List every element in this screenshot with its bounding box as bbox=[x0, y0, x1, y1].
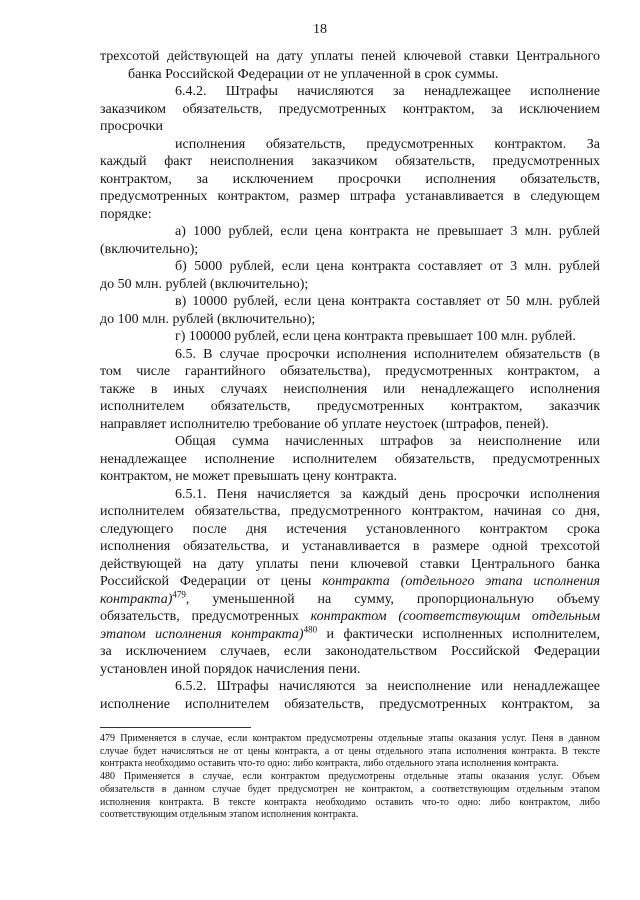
footnote-text: соответствующим отдельным этапом исполнения контракта. bbox=[100, 809, 359, 821]
text-run: Общая сумма начисленных штрафов за неисполнение или bbox=[175, 434, 600, 449]
text-run: 6.5.2. Штрафы начисляются за неисполнение или ненадлежащее bbox=[175, 679, 600, 694]
body-line bbox=[100, 311, 600, 329]
body-line bbox=[100, 661, 600, 679]
document-body bbox=[100, 48, 600, 713]
footnote-reference: 480 bbox=[303, 623, 318, 634]
body-line bbox=[100, 381, 600, 399]
italic-text-run: этапом исполнения контракта) bbox=[100, 626, 304, 642]
text-run: до 100 млн. рублей (включительно); bbox=[100, 311, 316, 327]
body-line bbox=[100, 83, 600, 101]
body-line bbox=[100, 468, 600, 486]
text-run: в) 10000 рублей, если цена контракта составляет от 50 млн. рублей bbox=[175, 294, 600, 309]
body-line bbox=[100, 556, 600, 574]
footnote-text: случае будет начисляться не от цены контракта, а от цены отдельного этапа исполнения контракта. В тексте bbox=[100, 745, 600, 757]
text-run: том числе гарантийного обязательства), предусмотренных контрактом, а bbox=[100, 364, 600, 379]
text-run: исполнителем обязательства, предусмотренного контрактом, начиная со дня, bbox=[100, 504, 600, 519]
text-run: установлен иной порядок начисления пени. bbox=[100, 661, 361, 677]
footnote bbox=[100, 771, 600, 822]
footnote-line bbox=[100, 771, 600, 784]
paragraph bbox=[100, 346, 600, 434]
body-line bbox=[100, 346, 600, 364]
text-run: Российской Федерации от цены bbox=[100, 574, 323, 589]
text-run: исполнителем обязательств, предусмотренных контрактом, заказчик bbox=[100, 399, 600, 414]
body-line bbox=[100, 696, 600, 714]
body-line bbox=[100, 398, 600, 416]
body-line bbox=[100, 486, 600, 504]
footnote-separator bbox=[100, 727, 251, 728]
text-run: заказчиком обязательств, предусмотренных контрактом, за исключением bbox=[100, 101, 600, 117]
italic-text-run: контракта) bbox=[100, 591, 173, 607]
paragraph bbox=[100, 258, 600, 293]
text-run: 6.5. В случае просрочки исполнения исполнителем обязательств (в bbox=[175, 346, 600, 362]
text-run: просрочки bbox=[100, 119, 164, 134]
paragraph bbox=[100, 223, 600, 258]
footnote-line bbox=[100, 784, 600, 797]
body-line bbox=[100, 48, 600, 66]
text-run: до 50 млн. рублей (включительно); bbox=[100, 276, 309, 292]
footnote-line bbox=[100, 797, 600, 810]
footnote-line bbox=[100, 809, 600, 822]
paragraph bbox=[100, 136, 600, 224]
text-run: , уменьшенной на сумму, пропорциональную объему bbox=[185, 591, 600, 607]
body-line bbox=[100, 643, 600, 661]
text-run: исполнения обязательств, предусмотренных контрактом. За bbox=[175, 136, 600, 152]
text-run: а) 1000 рублей, если цена контракта не превышает 3 млн. рублей bbox=[175, 224, 600, 239]
text-run: порядке: bbox=[100, 206, 152, 222]
text-run: и фактически исполненных исполнителем, bbox=[317, 626, 600, 642]
body-line bbox=[100, 538, 600, 556]
text-run: за исключением случаев, если законодательством Российской Федерации bbox=[100, 644, 600, 659]
body-line bbox=[100, 66, 600, 84]
paragraph bbox=[100, 83, 600, 136]
text-run: 6.4.2. Штрафы начисляются за ненадлежащее исполнение bbox=[175, 84, 600, 99]
body-line bbox=[100, 678, 600, 696]
footnote-number: 480 bbox=[100, 771, 115, 783]
body-line bbox=[100, 206, 600, 224]
body-line bbox=[100, 171, 600, 189]
text-run: контрактом, не может превышать цену контракта. bbox=[100, 469, 398, 484]
text-run: предусмотренных контрактом, размер штрафа устанавливается в следующем bbox=[100, 189, 600, 204]
body-line bbox=[100, 153, 600, 171]
body-line bbox=[100, 118, 600, 136]
body-line bbox=[100, 258, 600, 276]
paragraph bbox=[100, 433, 600, 486]
text-run: трехсотой действующей на дату уплаты пеней ключевой ставки Центрального bbox=[100, 49, 600, 64]
body-line bbox=[100, 521, 600, 539]
text-run: каждый факт неисполнения заказчиком обязательств, предусмотренных bbox=[100, 154, 600, 169]
footnote bbox=[100, 733, 600, 771]
text-run: также в иных случаях неисполнения или ненадлежащего исполнения bbox=[100, 381, 600, 397]
text-run: исполнение исполнителем обязательств, предусмотренных контрактом, за bbox=[100, 696, 600, 712]
body-line bbox=[100, 276, 600, 294]
footnote-text: контракта необходимо оставить что-то одно: либо контракта, либо отдельного этапа исполнения контракта. bbox=[100, 758, 559, 770]
body-line bbox=[100, 608, 600, 626]
text-run: (включительно); bbox=[100, 241, 199, 257]
body-line bbox=[100, 503, 600, 521]
body-line bbox=[100, 363, 600, 381]
body-line bbox=[100, 433, 600, 451]
footnote-number: 479 bbox=[100, 733, 115, 744]
paragraph bbox=[100, 328, 600, 346]
footnote-reference: 479 bbox=[172, 588, 186, 599]
text-run: банка Российской Федерации от не уплаченной в срок суммы. bbox=[128, 66, 499, 82]
paragraph bbox=[100, 678, 600, 713]
body-line bbox=[100, 588, 600, 609]
footnote-line bbox=[100, 746, 600, 759]
body-line bbox=[100, 293, 600, 311]
footnote-text: обязательств в данном случае будет предусмотрен не контрактом, а соответствующим отдельным этапом bbox=[100, 783, 600, 795]
text-run: ненадлежащее исполнение исполнителем обязательств, предусмотренных bbox=[100, 451, 600, 467]
text-run: направляет исполнителю требование об уплате неустоек (штрафов, пеней). bbox=[100, 416, 549, 432]
page-number: 18 bbox=[313, 22, 327, 37]
footnote-text: исполнения контракта. В тексте контракта необходимо оставить что-то одно: либо контрактом, либо bbox=[100, 796, 600, 808]
italic-text-run: контрактом (соответствующим отдельным bbox=[310, 609, 600, 624]
body-line bbox=[100, 101, 600, 119]
paragraph bbox=[100, 293, 600, 328]
body-line bbox=[100, 416, 600, 434]
text-run: следующего после дня истечения установленного контрактом срока bbox=[100, 521, 600, 537]
text-run: 6.5.1. Пеня начисляется за каждый день просрочки исполнения bbox=[175, 486, 600, 502]
body-line bbox=[100, 223, 600, 241]
paragraph bbox=[100, 486, 600, 679]
body-line bbox=[100, 328, 600, 346]
body-line bbox=[100, 623, 600, 644]
text-run: б) 5000 рублей, если цена контракта составляет от 3 млн. рублей bbox=[175, 259, 600, 274]
text-run: действующей на дату уплаты пени ключевой ставки Центрального банка bbox=[100, 556, 600, 572]
body-line bbox=[100, 188, 600, 206]
italic-text-run: контракта (отдельного этапа исполнения bbox=[322, 574, 601, 589]
text-run: исполнения обязательства, и устанавливается в размере одной трехсотой bbox=[100, 539, 600, 554]
text-run: контрактом, за исключением просрочки исполнения обязательств, bbox=[100, 171, 600, 187]
paragraph bbox=[100, 48, 600, 83]
text-run: обязательств, предусмотренных bbox=[100, 609, 311, 624]
footnote-line bbox=[100, 733, 600, 746]
body-line bbox=[100, 241, 600, 259]
body-line bbox=[100, 451, 600, 469]
body-line bbox=[100, 136, 600, 154]
footnote-text: Применяется в случае, если контрактом предусмотрены отдельные этапы оказания услуг. Объем bbox=[123, 771, 601, 783]
footnotes bbox=[100, 733, 600, 822]
text-run: г) 100000 рублей, если цена контракта превышает 100 млн. рублей. bbox=[175, 329, 576, 344]
footnote-line bbox=[100, 758, 600, 771]
footnote-text: Применяется в случае, если контрактом предусмотрены отдельные этапы оказания услуг. Пеня в данном bbox=[120, 733, 601, 744]
